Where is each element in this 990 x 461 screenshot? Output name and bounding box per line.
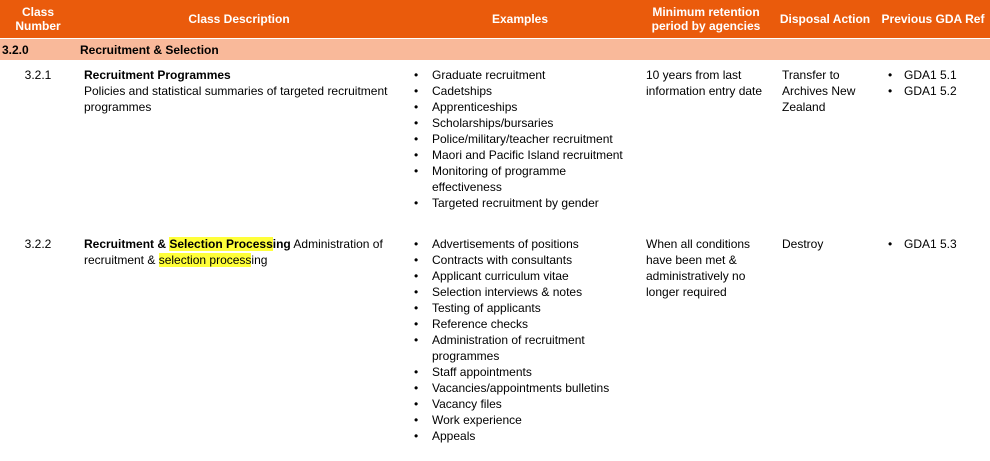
examples-cell	[402, 230, 638, 446]
header-class-number: Class Number	[0, 0, 76, 39]
section-number: 3.2.0	[0, 39, 76, 61]
list-item: • Apprenticeships	[432, 99, 634, 115]
section-row	[0, 39, 990, 61]
list-item: • Maori and Pacific Island recruitment	[432, 147, 634, 163]
previous-refs	[876, 230, 990, 446]
list-item: • GDA1 5.2	[904, 83, 986, 99]
examples-list	[410, 67, 634, 211]
retention-period: When all conditions have been met & administratively no longer required	[646, 237, 751, 299]
list-item: • Applicant curriculum vitae	[432, 268, 634, 284]
header-row	[0, 0, 990, 39]
table-row	[0, 61, 990, 231]
list-item: • Scholarships/bursaries	[432, 115, 634, 131]
list-item: • Police/military/teacher recruitment	[432, 131, 634, 147]
list-item: • Reference checks	[432, 316, 634, 332]
retention-period: 10 years from last information entry date	[646, 68, 763, 98]
class-description-text: Policies and statistical summaries of targeted recruitment programmes	[84, 84, 388, 114]
class-title: Recruitment Programmes	[84, 68, 231, 82]
list-item: • Testing of applicants	[432, 300, 634, 316]
list-item: • Graduate recruitment	[432, 67, 634, 83]
refs-list	[884, 67, 986, 99]
list-item: • Staff appointments	[432, 364, 634, 380]
list-item: • Advertisements of positions	[432, 236, 634, 252]
list-item: • Vacancy files	[432, 396, 634, 412]
list-item: • Vacancies/appointments bulletins	[432, 380, 634, 396]
class-number: 3.2.2	[24, 237, 52, 251]
class-title-part: Recruitment &	[84, 237, 170, 251]
class-title-part: ing	[272, 237, 291, 251]
header-min-retention: Minimum retention period by agencies	[638, 0, 774, 39]
list-item: • Work experience	[432, 412, 634, 428]
class-description-text: ing	[251, 253, 268, 267]
list-item: • Appeals	[432, 428, 634, 444]
class-description-text: Administration of recruitment &	[84, 237, 383, 267]
header-examples: Examples	[402, 0, 638, 39]
header-previous-ref: Previous GDA Ref	[876, 0, 990, 39]
examples-cell	[402, 61, 638, 231]
header-class-description: Class Description	[76, 0, 402, 39]
list-item: • Monitoring of programme effectiveness	[432, 163, 634, 195]
previous-refs	[876, 61, 990, 231]
search-highlight: Selection Process	[169, 237, 273, 251]
refs-list	[884, 236, 986, 252]
list-item: • GDA1 5.3	[904, 236, 986, 252]
table-row	[0, 230, 990, 446]
class-description	[76, 230, 402, 446]
list-item: • Targeted recruitment by gender	[432, 195, 634, 211]
class-number: 3.2.1	[24, 68, 52, 82]
list-item: • Contracts with consultants	[432, 252, 634, 268]
class-description	[76, 61, 402, 231]
class-title	[84, 237, 291, 251]
examples-list	[410, 236, 634, 444]
disposal-action: Transfer to Archives New Zealand	[782, 68, 856, 114]
list-item: • Selection interviews & notes	[432, 284, 634, 300]
list-item: • Cadetships	[432, 83, 634, 99]
disposal-action: Destroy	[782, 237, 824, 251]
list-item: • Administration of recruitment programmes	[432, 332, 634, 364]
section-title: Recruitment & Selection	[76, 39, 990, 61]
list-item: • GDA1 5.1	[904, 67, 986, 83]
header-disposal-action: Disposal Action	[774, 0, 876, 39]
search-highlight: selection process	[158, 253, 252, 267]
